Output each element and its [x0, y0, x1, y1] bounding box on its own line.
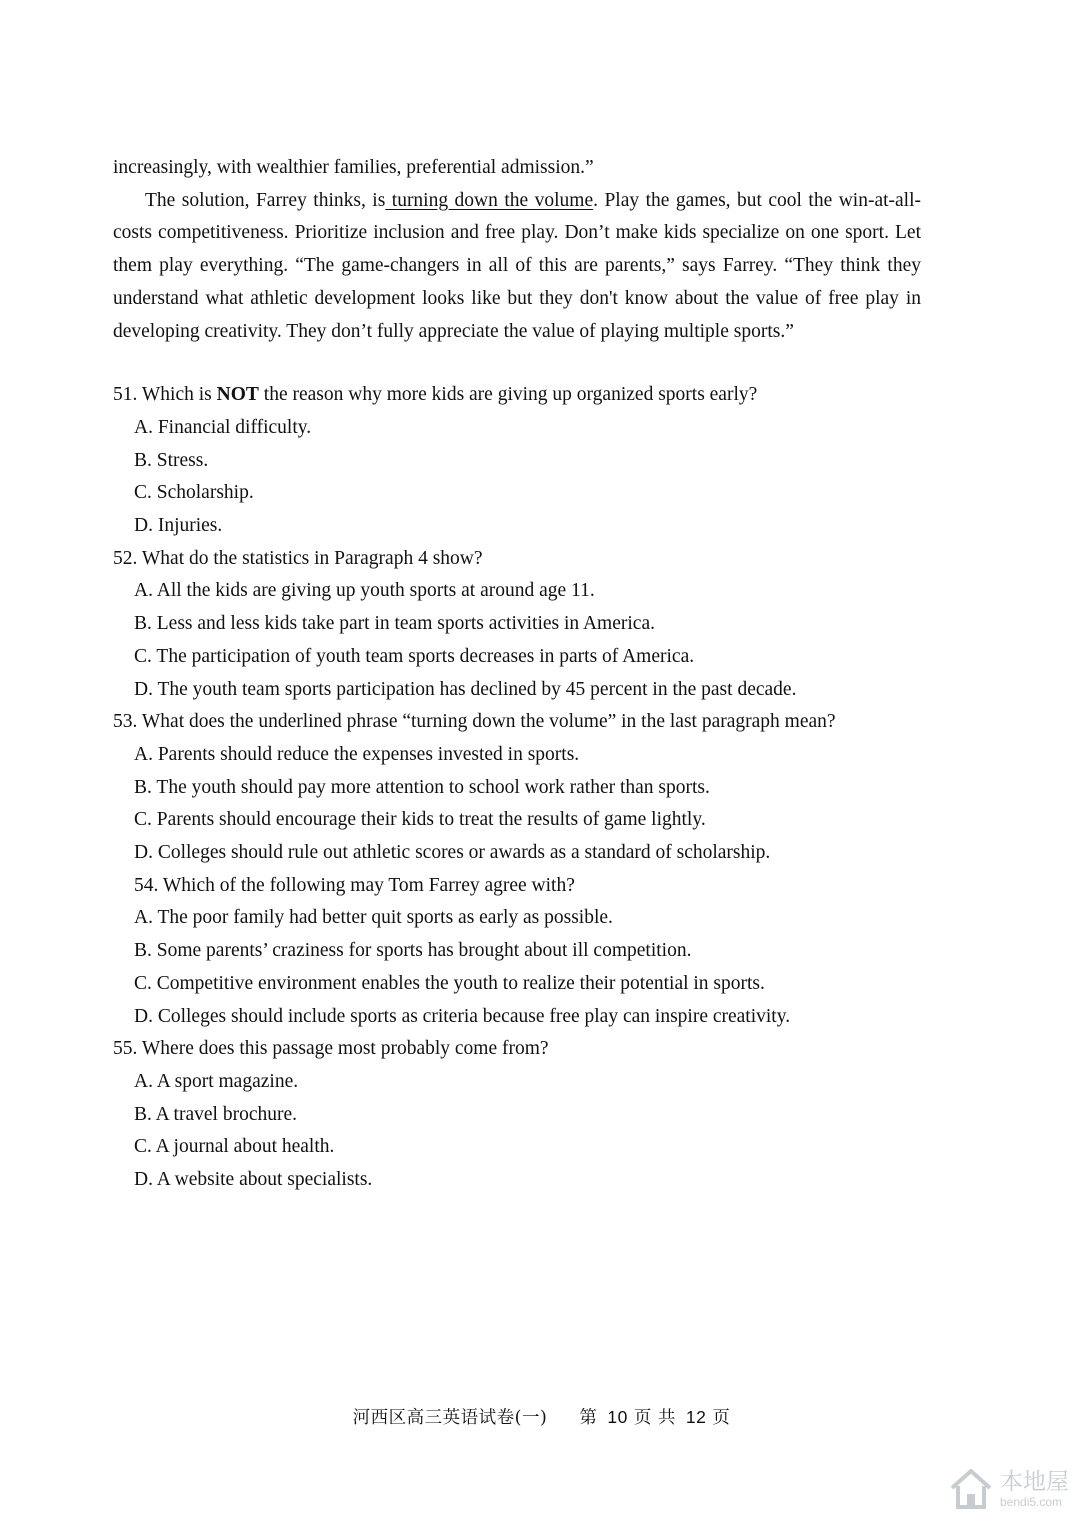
option-b: B. Some parents’ craziness for sports has brought about ill competition.: [134, 940, 692, 962]
watermark-title: 本地屋: [1000, 1469, 1069, 1495]
exam-page: [113, 152, 921, 1197]
house-icon: [948, 1466, 994, 1512]
option-a: A. The poor family had better quit sports as early as possible.: [134, 907, 613, 929]
section-gap: [113, 348, 921, 379]
question-stem: 53. What does the underlined phrase “turning down the volume” in the last paragraph mean?: [113, 711, 836, 733]
emphasis-not: NOT: [216, 384, 259, 406]
page-number: 10: [607, 1407, 628, 1427]
question-stem: [113, 379, 921, 412]
option-a: A. A sport magazine.: [134, 1070, 299, 1092]
option-c: C. Competitive environment enables the youth to realize their potential in sports.: [134, 972, 765, 994]
option-c: C. The participation of youth team sports decreases in parts of America.: [134, 645, 695, 667]
option-a: A. Parents should reduce the expenses invested in sports.: [134, 743, 580, 765]
option-b: B. A travel brochure.: [134, 1103, 297, 1125]
option-a: A. All the kids are giving up youth sports at around age 11.: [134, 580, 595, 602]
exam-title: 河西区高三英语试卷(一): [352, 1408, 548, 1428]
option-d: D. Colleges should rule out athletic scores or awards as a standard of scholarship.: [134, 842, 771, 864]
page-mid: 页 共: [633, 1408, 676, 1428]
option-a: A. Financial difficulty.: [134, 416, 312, 438]
passage-text-pre: The solution, Farrey thinks, is: [145, 189, 386, 211]
option-c: C. A journal about health.: [134, 1136, 335, 1158]
underlined-phrase: turning down the volume: [385, 189, 594, 211]
option-b: B. Stress.: [134, 449, 209, 471]
option-d: D. A website about specialists.: [134, 1169, 373, 1191]
option-c: C. Parents should encourage their kids to treat the results of game lightly.: [134, 809, 706, 831]
question-54: [113, 870, 921, 1034]
question-stem: 52. What do the statistics in Paragraph 4 show?: [113, 547, 483, 569]
passage-last-paragraph: [113, 185, 921, 349]
question-number-text: 51. Which is: [113, 384, 217, 406]
question-53: [113, 706, 921, 870]
watermark: [948, 1466, 1069, 1512]
option-b: B. Less and less kids take part in team sports activities in America.: [134, 613, 655, 635]
option-d: D. Colleges should include sports as criteria because free play can inspire creativity.: [134, 1005, 791, 1027]
option-c: C. Scholarship.: [134, 482, 254, 504]
passage-paragraph-end: increasingly, with wealthier families, preferential admission.”: [113, 157, 594, 178]
option-d: D. Injuries.: [134, 515, 223, 537]
page-footer: [0, 1404, 1087, 1429]
question-51: [113, 379, 921, 543]
option-d: D. The youth team sports participation has declined by 45 percent in the past decade.: [134, 678, 797, 700]
passage-text-post: . Play the games, but cool the win-at-all-costs competitiveness. Prioritize inclusion and free play. Don’t make kids specialize on one sport. Let them play everything. “The game-changers in all of this are parents,” says Farrey. “They think they understand what athletic development looks like but they don't know about the value of free play in developing creativity. They don’t fully appreciate the value of playing multiple sports.”: [113, 189, 921, 342]
question-stem: 55. Where does this passage most probably come from?: [113, 1038, 549, 1060]
question-text: the reason why more kids are giving up organized sports early?: [258, 384, 758, 406]
option-b: B. The youth should pay more attention to school work rather than sports.: [134, 776, 710, 798]
question-55: [113, 1033, 921, 1197]
watermark-url: bendi5.com: [1000, 1495, 1063, 1509]
page-suffix: 页: [712, 1408, 731, 1428]
question-stem: 54. Which of the following may Tom Farrey agree with?: [134, 874, 575, 896]
page-total: 12: [685, 1407, 707, 1427]
page-prefix: 第: [579, 1408, 598, 1428]
question-52: [113, 543, 921, 707]
